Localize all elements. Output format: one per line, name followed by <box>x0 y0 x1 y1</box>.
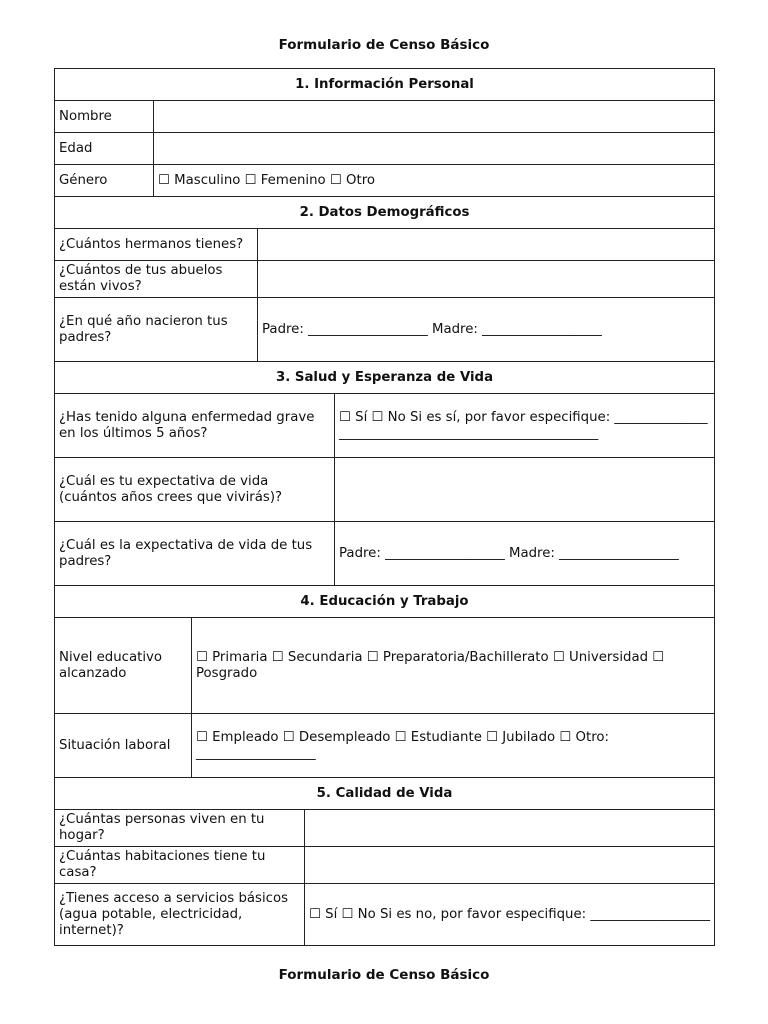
work-question: Situación laboral <box>55 714 192 778</box>
parents-expectancy-field[interactable]: Padre: __________________ Madre: __________________ <box>335 522 715 586</box>
document-title: Formulario de Censo Básico <box>278 37 490 53</box>
parents-expectancy-question: ¿Cuál es la expectativa de vida de tus padres? <box>55 522 335 586</box>
expectancy-field[interactable] <box>335 458 715 522</box>
rooms-question: ¿Cuántas habitaciones tiene tu casa? <box>55 847 305 884</box>
footer-title: Formulario de Censo Básico <box>278 967 490 983</box>
name-field[interactable] <box>154 101 715 133</box>
section-education-work <box>54 585 715 778</box>
education-question: Nivel educativo alcanzado <box>55 618 192 714</box>
work-options[interactable]: ☐ Empleado ☐ Desempleado ☐ Estudiante ☐ Jubilado ☐ Otro: __________________ <box>192 714 715 778</box>
section-heading: 2. Datos Demográficos <box>55 197 715 229</box>
household-question: ¿Cuántas personas viven en tu hogar? <box>55 810 305 847</box>
age-label: Edad <box>55 133 154 165</box>
section-heading: 4. Educación y Trabajo <box>55 586 715 618</box>
name-label: Nombre <box>55 101 154 133</box>
grandparents-question: ¿Cuántos de tus abuelos están vivos? <box>55 261 258 298</box>
siblings-field[interactable] <box>258 229 715 261</box>
illness-field[interactable]: ☐ Sí ☐ No Si es sí, por favor especifique: _____________________________________________________ <box>335 394 715 458</box>
age-field[interactable] <box>154 133 715 165</box>
education-options[interactable]: ☐ Primaria ☐ Secundaria ☐ Preparatoria/Bachillerato ☐ Universidad ☐ Posgrado <box>192 618 715 714</box>
census-form <box>54 68 714 946</box>
parents-birth-question: ¿En qué año nacieron tus padres? <box>55 298 258 362</box>
parents-birth-field[interactable]: Padre: __________________ Madre: __________________ <box>258 298 715 362</box>
section-quality-of-life <box>54 777 715 946</box>
section-heading: 5. Calidad de Vida <box>55 778 715 810</box>
siblings-question: ¿Cuántos hermanos tienes? <box>55 229 258 261</box>
section-heading: 1. Información Personal <box>55 69 715 101</box>
section-heading: 3. Salud y Esperanza de Vida <box>55 362 715 394</box>
gender-label: Género <box>55 165 154 197</box>
grandparents-field[interactable] <box>258 261 715 298</box>
expectancy-question: ¿Cuál es tu expectativa de vida (cuántos años crees que vivirás)? <box>55 458 335 522</box>
services-field[interactable]: ☐ Sí ☐ No Si es no, por favor especifique: __________________ <box>305 884 715 946</box>
rooms-field[interactable] <box>305 847 715 884</box>
household-field[interactable] <box>305 810 715 847</box>
section-health <box>54 361 715 586</box>
section-demographics <box>54 196 715 362</box>
services-question: ¿Tienes acceso a servicios básicos (agua potable, electricidad, internet)? <box>55 884 305 946</box>
illness-question: ¿Has tenido alguna enfermedad grave en los últimos 5 años? <box>55 394 335 458</box>
section-personal-info <box>54 68 715 197</box>
gender-options[interactable]: ☐ Masculino ☐ Femenino ☐ Otro <box>154 165 715 197</box>
